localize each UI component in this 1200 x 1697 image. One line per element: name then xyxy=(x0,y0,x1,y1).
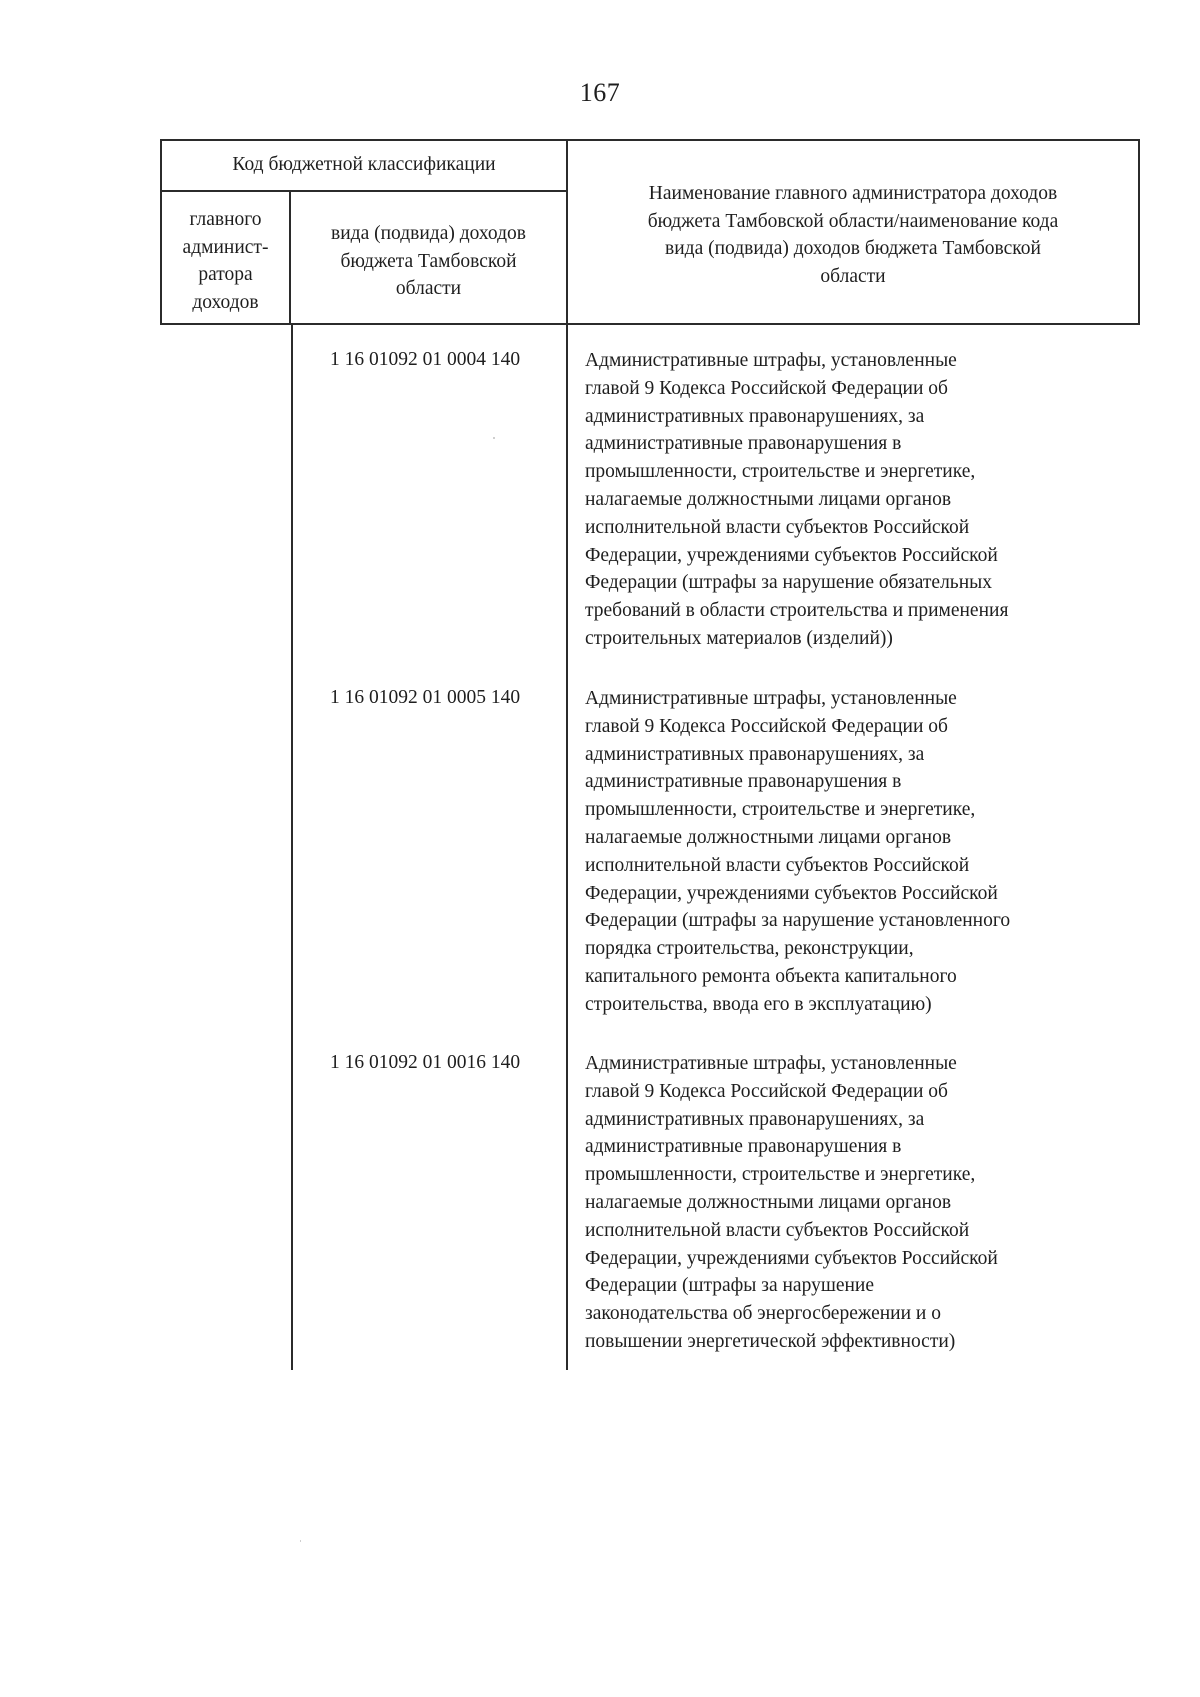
header-right-border xyxy=(1138,139,1140,325)
table-row-code: 1 16 01092 01 0004 140 xyxy=(329,349,521,370)
table-row-code: 1 16 01092 01 0016 140 xyxy=(329,1052,521,1073)
header-code-column: вида (подвида) доходов бюджета Тамбовской области xyxy=(331,223,526,299)
scan-speck xyxy=(493,437,495,439)
header-admin-column: главного админист- ратора доходов xyxy=(182,209,269,313)
name-column-rule xyxy=(566,139,568,1370)
page-number: 167 xyxy=(579,78,621,107)
table-row-description: Административные штрафы, установленные главой 9 Кодекса Российской Федерации об административных правонарушениях, за административные правонарушения в промышленности, строительстве и энергетике, налагаемые должностными лицами органов исполнительной власти субъектов Российской Федерации, учреждениями субъектов Российской Федерации (штрафы за нарушение обязательных требований в области строительства и применения строительных материалов (изделий)) xyxy=(585,350,1009,649)
code-column-rule xyxy=(291,325,293,1370)
header-group-label: Код бюджетной классификации xyxy=(232,154,496,175)
table-row-description: Административные штрафы, установленные главой 9 Кодекса Российской Федерации об административных правонарушениях, за административные правонарушения в промышленности, строительстве и энергетике, налагаемые должностными лицами органов исполнительной власти субъектов Российской Федерации, учреждениями субъектов Российской Федерации (штрафы за нарушение законодательства об энергосбережении и о повышении энергетической эффективности) xyxy=(585,1053,998,1352)
table-row-description: Административные штрафы, установленные главой 9 Кодекса Российской Федерации об административных правонарушениях, за административные правонарушения в промышленности, строительстве и энергетике, налагаемые должностными лицами органов исполнительной власти субъектов Российской Федерации, учреждениями субъектов Российской Федерации (штрафы за нарушение установленного порядка строительства, реконструкции, капитального ремонта объекта капитального строительства, ввода его в эксплуатацию) xyxy=(585,688,1011,1015)
table-row-code: 1 16 01092 01 0005 140 xyxy=(329,687,521,708)
header-group-rule xyxy=(160,190,567,192)
header-name-column: Наименование главного администратора доходов бюджета Тамбовской области/наименование кода вида (подвида) доходов бюджета Тамбовской области xyxy=(647,183,1059,287)
header-bottom-rule xyxy=(160,323,1140,325)
scan-speck xyxy=(300,1540,301,1542)
header-top-rule xyxy=(160,139,1140,141)
